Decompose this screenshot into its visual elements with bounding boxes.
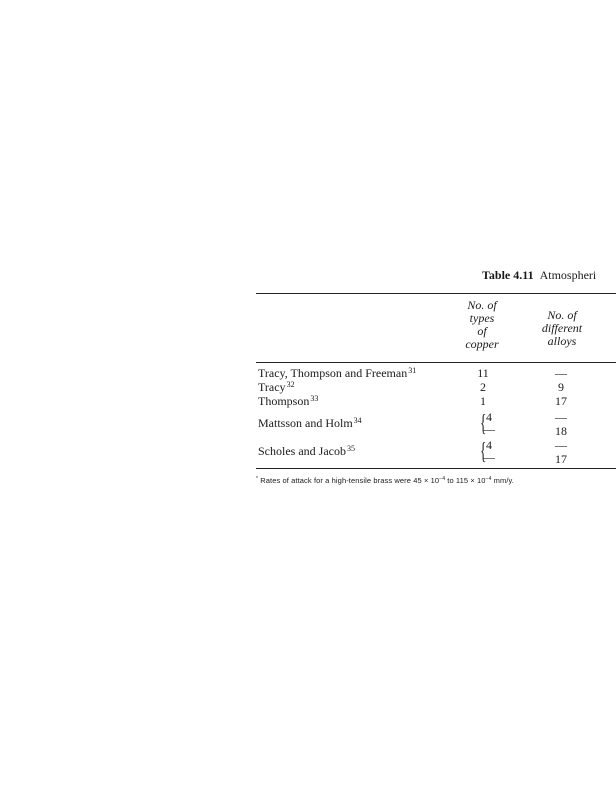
cell-alloys: — [555, 410, 567, 424]
reference-number: 32 [286, 380, 295, 389]
cell-alloys: — [555, 366, 567, 380]
cell-copper-types: — [483, 422, 495, 436]
table-bottom-rule [256, 468, 616, 469]
row-author: Mattsson and Holm$^{34}$ [258, 416, 362, 430]
column-header-types-of-copper: No. of types of copper [465, 298, 499, 351]
table-row [256, 437, 616, 465]
table-number: Table 4.11 [482, 268, 534, 282]
cell-alloys: — [555, 438, 567, 452]
reference-number: 34 [353, 416, 362, 425]
cell-copper-types: 1 [480, 394, 486, 408]
row-author: Tracy, Thompson and Freeman$^{31}$ [258, 366, 417, 380]
cell-copper-types: 4 [486, 438, 492, 452]
column-header-different-alloys: No. of different alloys [541, 308, 583, 348]
reference-number: 33 [310, 394, 319, 403]
row-author: Thompson$^{33}$ [258, 394, 319, 408]
cell-copper-types: 4 [486, 410, 492, 424]
table-top-rule [256, 293, 616, 294]
table-footnote: * Rates of attack for a high-tensile brass were $45 \times 10^{-4}$ to $115 \times 10^{-4}$ mm/y. [256, 476, 514, 485]
table-title: Atmospheri [539, 268, 597, 282]
cell-alloys: 17 [555, 394, 567, 408]
brace-glyph: { [480, 439, 487, 465]
brace-glyph: { [480, 411, 487, 437]
table-row [256, 409, 616, 437]
table-caption [482, 268, 596, 283]
cell-alloys: 9 [558, 380, 564, 394]
row-author: Tracy$^{32}$ [258, 380, 295, 394]
table-header-rule [256, 362, 616, 363]
reference-number: 35 [346, 444, 355, 453]
cell-alloys: 18 [555, 424, 567, 438]
footnote-marker: * [256, 476, 259, 482]
row-author: Scholes and Jacob$^{35}$ [258, 444, 355, 458]
reference-number: 31 [408, 366, 417, 375]
cell-copper-types: — [483, 450, 495, 464]
cell-copper-types: 11 [477, 366, 489, 380]
cell-alloys: 17 [555, 452, 567, 466]
cell-copper-types: 2 [480, 380, 486, 394]
